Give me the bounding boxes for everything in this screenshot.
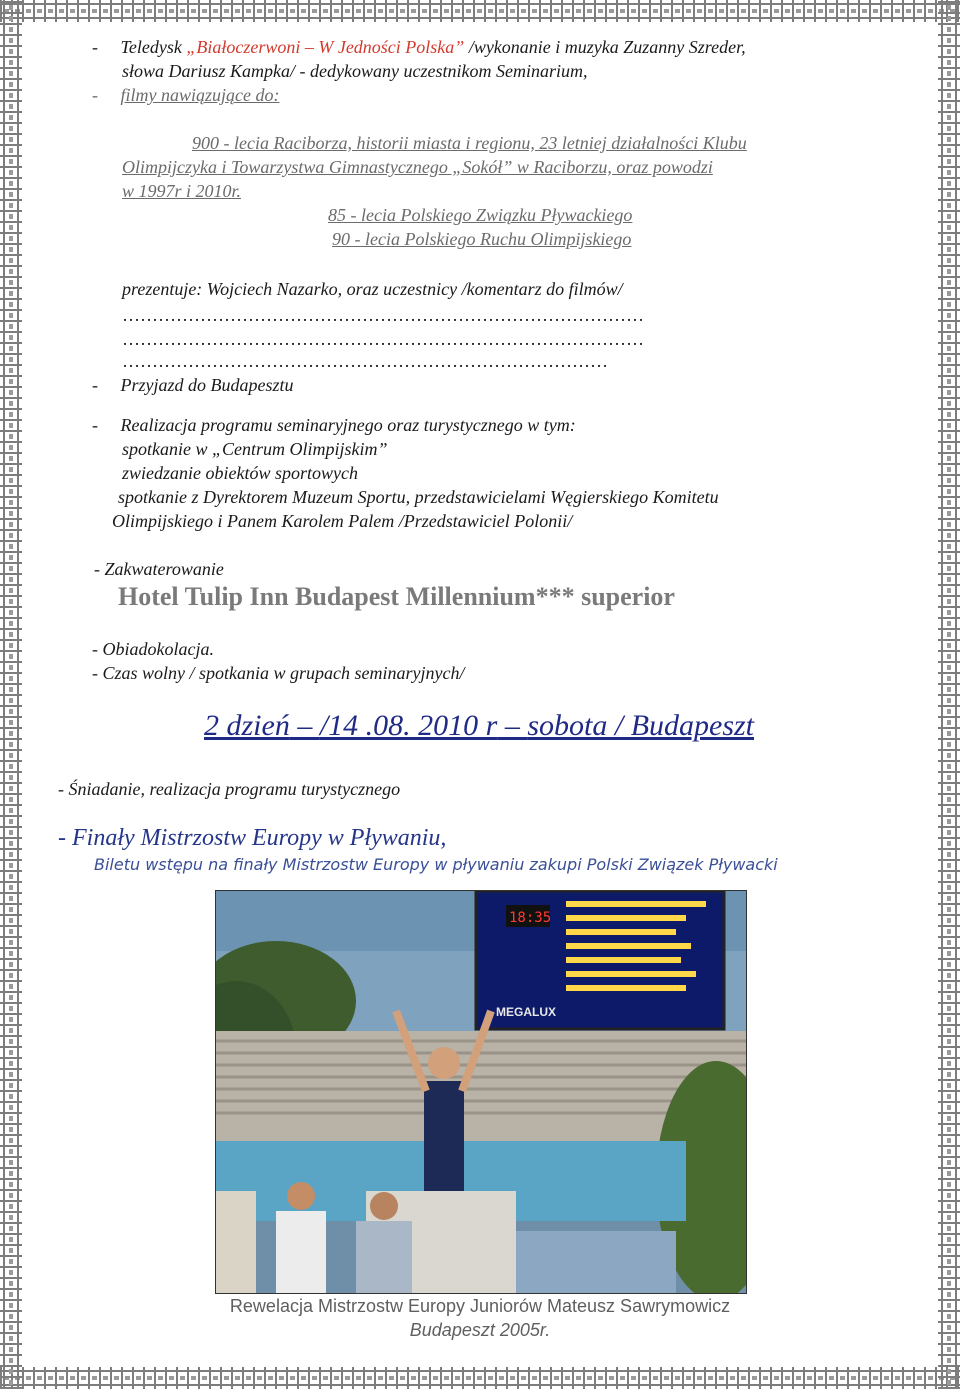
hotel-name: Hotel Tulip Inn Budapest Millennium*** superior	[118, 582, 675, 611]
film-line-2: Olimpijczyka i Towarzystwa Gimnastycznego „Sokół” w Raciborzu, oraz powodzi	[122, 157, 713, 177]
photo-illustration	[216, 891, 746, 1293]
swimmer-photo	[215, 890, 747, 1294]
dotted-line-3: ………………………………………………………………………	[122, 351, 608, 371]
tickets-note: Biletu wstępu na finały Mistrzostw Europy w pływaniu zakupi Polski Związek Pływacki	[94, 855, 778, 874]
film-line-1: 900 - lecia Raciborza, historii miasta i regionu, 23 letniej działalności Klubu	[192, 133, 747, 153]
program-line-3: zwiedzanie obiektów sportowych	[122, 463, 358, 483]
dinner-line: - Obiadokolacja.	[92, 639, 214, 659]
film-line-4: 85 - lecia Polskiego Związku Pływackiego	[328, 205, 633, 225]
decorative-border-left	[0, 0, 22, 1389]
breakfast-line: - Śniadanie, realizacja programu turystycznego	[58, 779, 401, 799]
accommodation-line: - Zakwaterowanie	[94, 559, 224, 579]
film-line-3: w 1997r i 2010r.	[122, 181, 242, 201]
film-line-5: 90 - lecia Polskiego Ruchu Olimpijskiego	[332, 229, 632, 249]
decorative-border-right	[938, 0, 960, 1389]
dotted-line-2: ……………………………………………………………………………	[122, 329, 644, 349]
photo-caption-line-2: Budapeszt 2005r.	[409, 1320, 551, 1340]
scoreboard-time: 18:35	[509, 910, 552, 926]
day-two-heading: 2 dzień – /14 .08. 2010 r – sobota / Budapeszt	[204, 709, 755, 742]
films-heading: - filmy nawiązujące do:	[92, 85, 280, 105]
finals-heading: - Finały Mistrzostw Europy w Pływaniu,	[58, 825, 447, 851]
crowd	[516, 1231, 676, 1293]
swimmer-figure	[424, 1081, 464, 1191]
program-line-5: Olimpijskiego i Panem Karolem Palem /Przedstawiciel Polonii/	[112, 511, 573, 531]
program-line-1: - Realizacja programu seminaryjnego oraz turystycznego w tym:	[92, 415, 576, 435]
presenter-line: prezentuje: Wojciech Nazarko, oraz uczestnicy /komentarz do filmów/	[122, 279, 623, 299]
decorative-border-top	[0, 0, 960, 22]
program-line-2: spotkanie w „Centrum Olimpijskim”	[122, 439, 388, 459]
spectator	[216, 1191, 256, 1293]
program-line-4: spotkanie z Dyrektorem Muzeum Sportu, przedstawicielami Węgierskiego Komitetu	[118, 487, 719, 507]
arrival-line: - Przyjazd do Budapesztu	[92, 375, 294, 395]
free-time-line: - Czas wolny / spotkania w grupach seminaryjnych/	[92, 663, 465, 683]
song-title: „Białoczerwoni – W Jedności Polska”	[186, 37, 465, 57]
decorative-border-bottom	[0, 1367, 960, 1389]
photographer	[356, 1221, 412, 1293]
lyrics-credit-line: słowa Dariusz Kampka/ - dedykowany uczestnikom Seminarium,	[122, 61, 588, 81]
music-video-line: - Teledysk „Białoczerwoni – W Jedności Polska” /wykonanie i muzyka Zuzanny Szreder,	[92, 37, 746, 57]
dotted-line-1: ……………………………………………………………………………	[122, 305, 644, 325]
scoreboard-brand: MEGALUX	[496, 1005, 556, 1019]
photo-caption-line-1: Rewelacja Mistrzostw Europy Juniorów Mateusz Sawrymowicz	[229, 1296, 731, 1316]
